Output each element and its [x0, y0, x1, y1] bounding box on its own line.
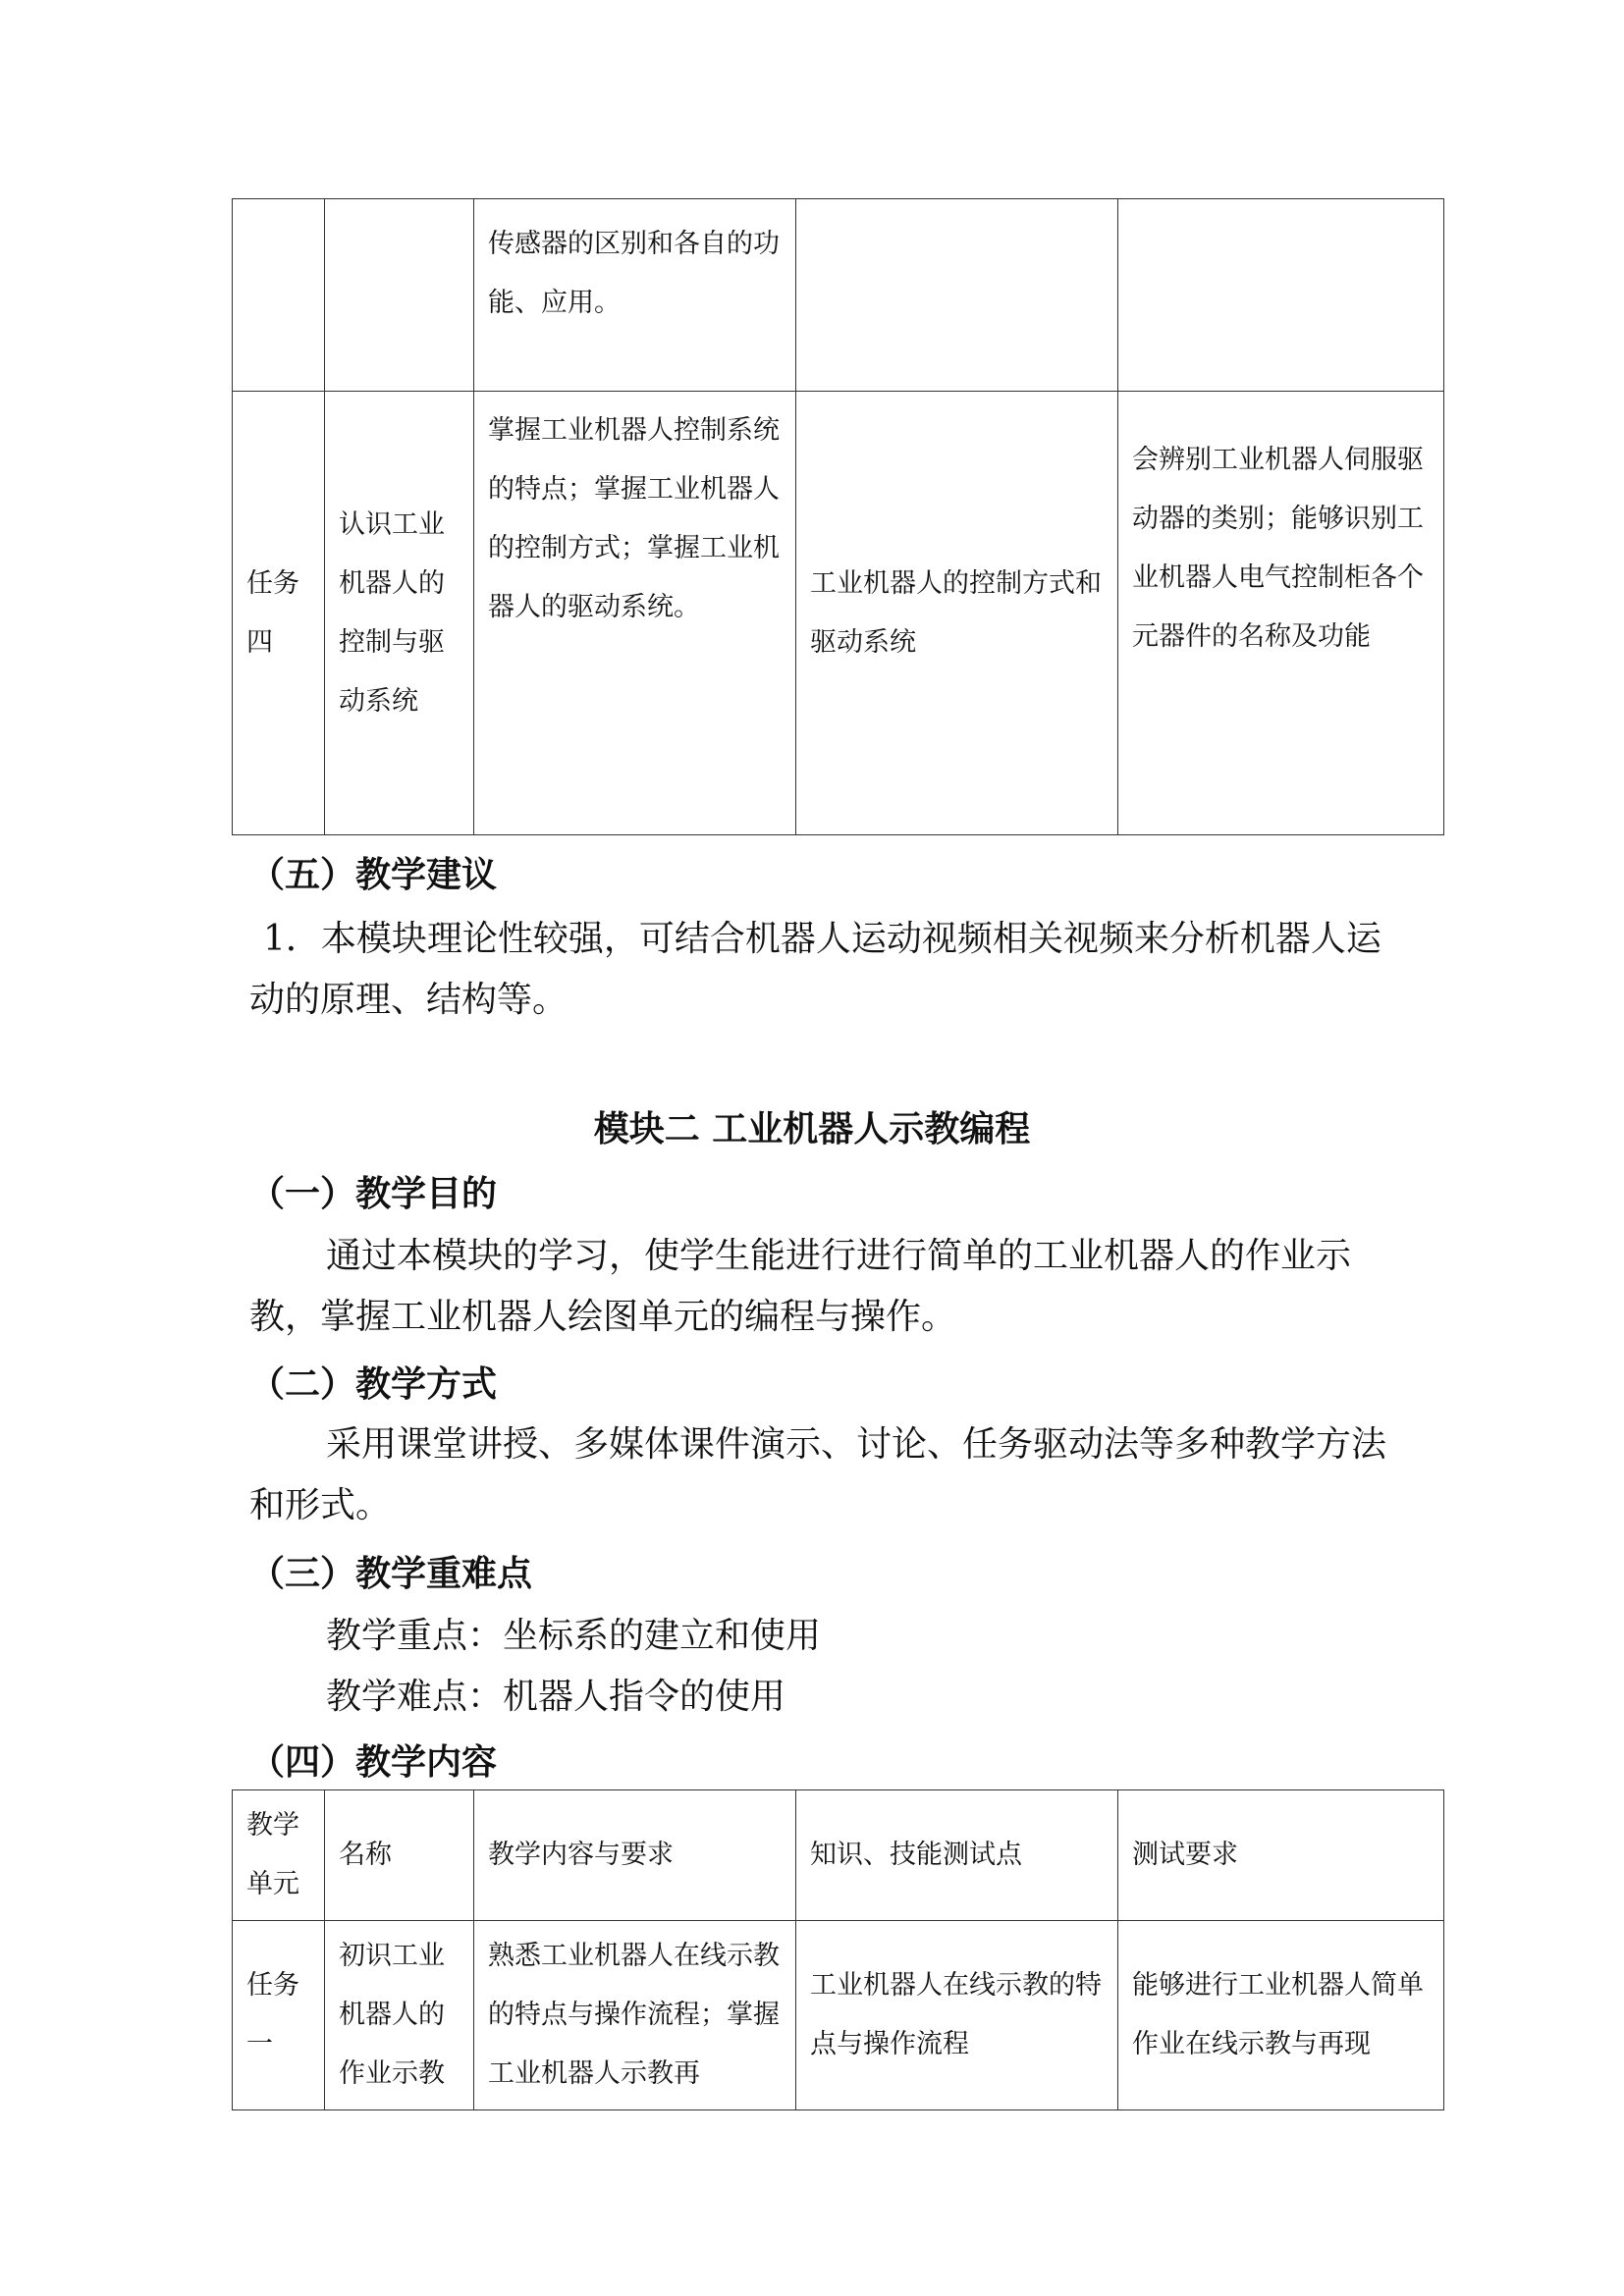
cell-content: 熟悉工业机器人在线示教的特点与操作流程；掌握工业机器人示教再 [474, 1921, 796, 2110]
header-req: 测试要求 [1118, 1790, 1444, 1921]
table-row [233, 1921, 1444, 2110]
cell-unit: 任务一 [233, 1921, 325, 2110]
cell-req: 会辨别工业机器人伺服驱动器的类别；能够识别工业机器人电气控制柜各个元器件的名称及功能 [1118, 392, 1444, 835]
header-points: 知识、技能测试点 [796, 1790, 1118, 1921]
header-name: 名称 [325, 1790, 474, 1921]
header-unit: 教学单元 [233, 1790, 325, 1921]
cell-points [796, 199, 1118, 392]
cell-name: 认识工业机器人的控制与驱动系统 [325, 392, 474, 835]
key-point: 教学重点：坐标系的建立和使用 [326, 1616, 822, 1656]
module-title: 模块二 工业机器人示教编程 [593, 1108, 1031, 1149]
difficult-point: 教学难点：机器人指令的使用 [326, 1677, 786, 1717]
cell-points: 工业机器人的控制方式和驱动系统 [796, 392, 1118, 835]
header-content: 教学内容与要求 [474, 1790, 796, 1921]
cell-unit [233, 199, 325, 392]
cell-points: 工业机器人在线示教的特点与操作流程 [796, 1921, 1118, 2110]
table-row [233, 199, 1444, 392]
section-heading: （三）教学重难点 [249, 1553, 533, 1594]
section-heading: （四）教学内容 [249, 1741, 498, 1783]
cell-unit: 任务四 [233, 392, 325, 835]
cell-content: 传感器的区别和各自的功能、应用。 [474, 199, 796, 392]
cell-req [1118, 199, 1444, 392]
table-row [233, 392, 1444, 835]
paragraph: 采用课堂讲授、多媒体课件演示、讨论、任务驱动法等多种教学方法和形式。 [249, 1424, 1387, 1525]
table-bottom [232, 1789, 1444, 2110]
table-top [232, 198, 1444, 835]
section-heading: （五）教学建议 [249, 854, 498, 895]
section-heading: （一）教学目的 [249, 1173, 498, 1214]
cell-content: 掌握工业机器人控制系统的特点；掌握工业机器人的控制方式；掌握工业机器人的驱动系统。 [474, 392, 796, 835]
cell-name [325, 199, 474, 392]
cell-name: 初识工业机器人的作业示教 [325, 1921, 474, 2110]
cell-req: 能够进行工业机器人简单作业在线示教与再现 [1118, 1921, 1444, 2110]
table-header-row [233, 1790, 1444, 1921]
paragraph: 通过本模块的学习，使学生能进行进行简单的工业机器人的作业示教，掌握工业机器人绘图单元的编程与操作。 [249, 1236, 1352, 1337]
paragraph: 1．本模块理论性较强，可结合机器人运动视频相关视频来分析机器人运动的原理、结构等。 [249, 919, 1381, 1020]
section-heading: （二）教学方式 [249, 1363, 498, 1405]
